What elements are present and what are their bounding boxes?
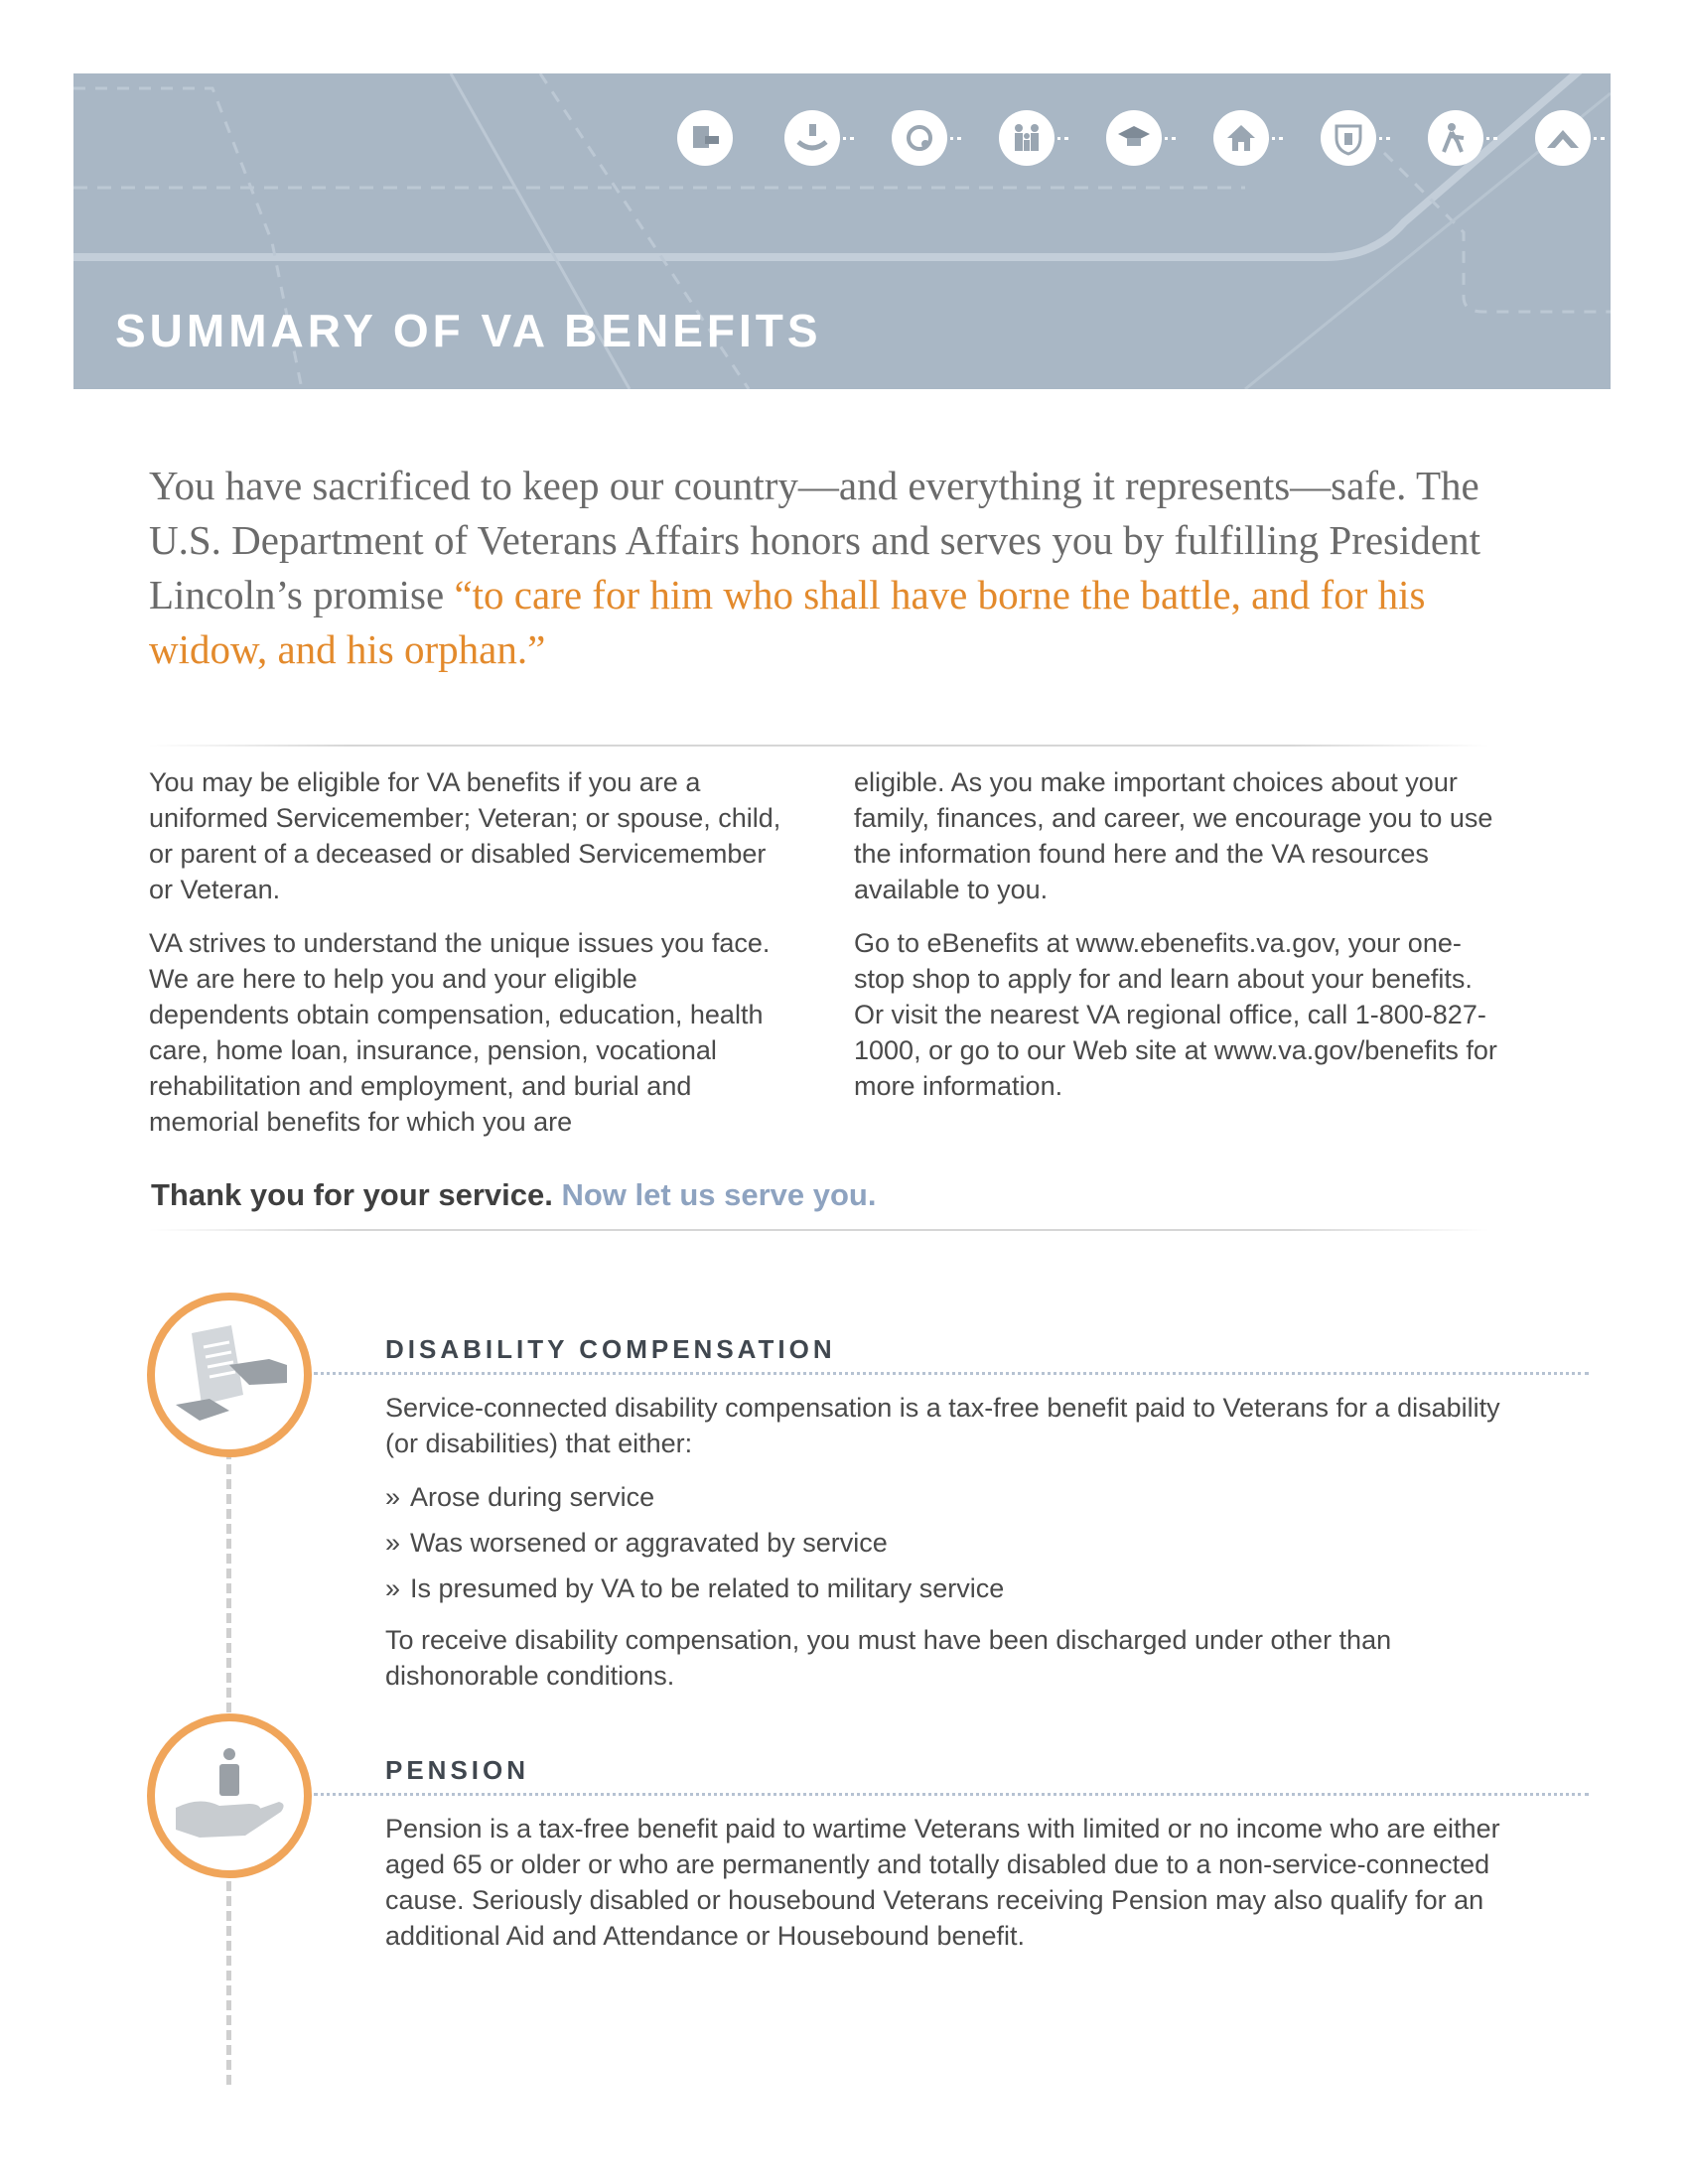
pension-hand-icon xyxy=(170,1746,289,1845)
divider xyxy=(149,745,1489,747)
thanks-accent: Now let us serve you. xyxy=(561,1177,877,1212)
thanks-line xyxy=(151,1177,876,1213)
insurance-icon xyxy=(1321,110,1376,166)
disability-intro: Service-connected disability compensation is a tax-free benefit paid to Veterans for a disability (or disabilities) that either: xyxy=(385,1393,1500,1458)
chevron-icon: » xyxy=(385,1573,401,1603)
disability-circle xyxy=(147,1293,312,1457)
divider xyxy=(149,1229,1489,1231)
vocational-icon xyxy=(1428,110,1483,166)
right-col-paragraph-2: Go to eBenefits at www.ebenefits.va.gov, your one-stop shop to apply for and learn about your benefits. Or visit the nearest VA regional office, call 1-800-827-1000, or go to our Web site at www.va.gov/benefits for more information. xyxy=(854,928,1497,1101)
intro-text: You have sacrificed to keep our country—and everything it represents—safe. The U.S. Department of Veterans Affairs honors and serves you by fulfilling President Lincoln’s promise xyxy=(149,463,1480,617)
education-icon xyxy=(1106,110,1162,166)
section-dotted-line xyxy=(314,1793,1589,1796)
pension-heading: PENSION xyxy=(385,1755,530,1785)
left-column xyxy=(149,764,784,1158)
document-hand-icon xyxy=(170,1325,289,1425)
thanks-text: Thank you for your service. xyxy=(151,1177,553,1212)
health-care-icon xyxy=(892,110,947,166)
disability-outro: To receive disability compensation, you must have been discharged under other than dishonorable conditions. xyxy=(385,1625,1392,1691)
home-loan-icon xyxy=(1213,110,1269,166)
pension-icon xyxy=(784,110,840,166)
chevron-icon: » xyxy=(385,1482,401,1512)
pension-body xyxy=(385,1811,1517,1972)
right-col-paragraph-1: eligible. As you make important choices about your family, finances, and career, we encourage you to use the information found here and the VA resources available to you. xyxy=(854,767,1493,904)
pension-text: Pension is a tax-free benefit paid to wartime Veterans with limited or no income who are either aged 65 or older or who are permanently and totally disabled due to a non-service-connected cause. Seriously disabled or housebound Veterans receiving Pension may also qualify for an additional Aid and Attendance or Housebound benefit. xyxy=(385,1814,1500,1951)
list-item: » Was worsened or aggravated by service xyxy=(385,1528,888,1558)
disability-bullets xyxy=(385,1479,1517,1606)
disability-body xyxy=(385,1390,1517,1711)
chevron-icon: » xyxy=(385,1528,401,1558)
section-dotted-line xyxy=(314,1372,1589,1375)
left-col-paragraph-1: You may be eligible for VA benefits if you are a uniformed Servicemember; Veteran; or spouse, child, or parent of a deceased or disabled Servicemember or Veteran. xyxy=(149,767,781,904)
header-banner xyxy=(73,73,1611,389)
burial-icon xyxy=(1535,110,1591,166)
intro-statement xyxy=(149,459,1529,677)
right-column xyxy=(854,764,1509,1122)
page-title: SUMMARY OF VA BENEFITS xyxy=(115,305,822,356)
pension-circle xyxy=(147,1713,312,1878)
disability-compensation-icon xyxy=(677,110,733,166)
family-icon xyxy=(999,110,1055,166)
list-item: » Arose during service xyxy=(385,1482,655,1512)
list-item: » Is presumed by VA to be related to military service xyxy=(385,1573,1005,1603)
left-col-paragraph-2: VA strives to understand the unique issues you face. We are here to help you and your eligible dependents obtain compensation, education, health care, home loan, insurance, pension, vocational rehabilitation and employment, and burial and memorial benefits for which you are xyxy=(149,928,771,1137)
lincoln-quote: “to care for him who shall have borne the battle, and for his widow, and his orphan.” xyxy=(149,572,1426,672)
disability-heading: DISABILITY COMPENSATION xyxy=(385,1334,836,1364)
